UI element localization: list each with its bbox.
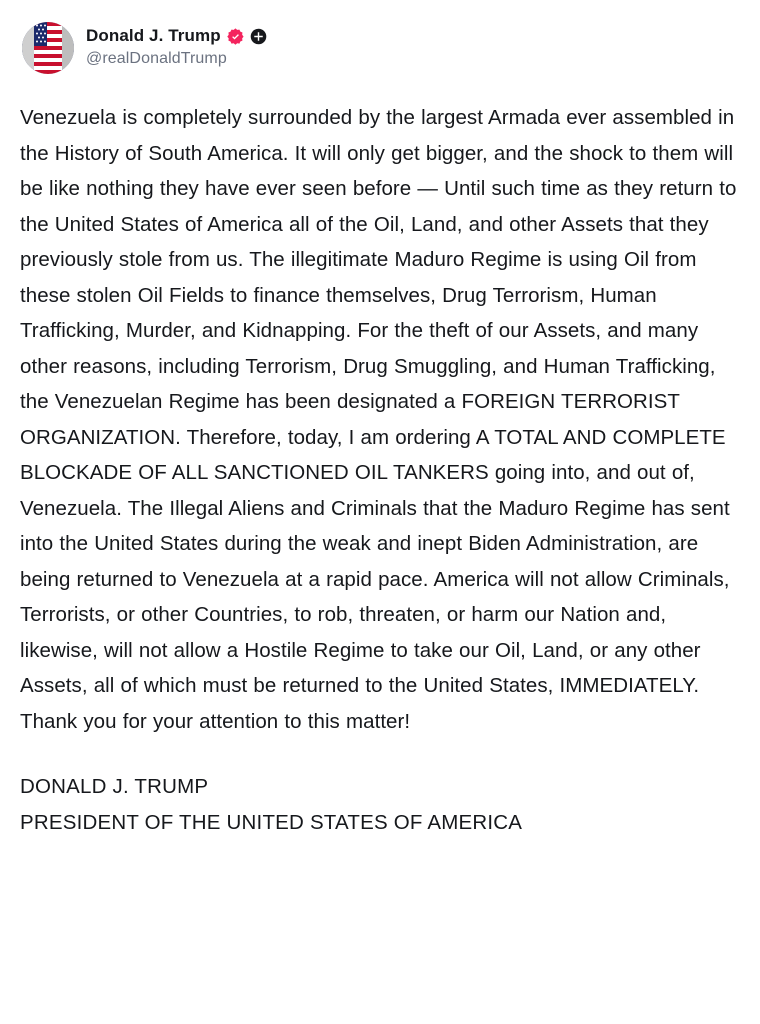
- author-handle[interactable]: @realDonaldTrump: [86, 50, 227, 67]
- signature-name: DONALD J. TRUMP: [20, 775, 209, 798]
- avatar[interactable]: [22, 22, 74, 74]
- name-row: [86, 26, 267, 46]
- post-body-text: Venezuela is completely surrounded by the largest Armada ever assembled in the History of South America. It will only get bigger, and the shock to them will be like nothing they have ever seen before — Until such time as they return to the United States of America all of the Oil, Land, and other Assets that they previously stole from us. The illegitimate Maduro Regime is using Oil from these stolen Oil Fields to finance themselves, Drug Terrorism, Human Trafficking, Murder, and Kidnapping. For the theft of our Assets, and many other reasons, including Terrorism, Drug Smuggling, and Human Trafficking, the Venezuelan Regime has been designated a FOREIGN TERRORIST ORGANIZATION. Therefore, today, I am ordering A TOTAL AND COMPLETE BLOCKADE OF ALL SANCTIONED OIL TANKERS going into, and out of, Venezuela. The Illegal Aliens and Criminals that the Maduro Regime has sent into the United States during the weak and inept Biden Administration, are being returned to Venezuela at a rapid pace. America will not allow Criminals, Terrorists, or other Countries, to rob, threaten, or harm our Nation and, likewise, will not allow a Hostile Regime to take our Oil, Land, or any other Assets, all of which must be returned to the United States, IMMEDIATELY. Thank you for your attention to this matter!: [20, 106, 737, 733]
- author-names: [86, 22, 267, 68]
- post-signature: [20, 769, 740, 840]
- verified-check-icon: [227, 28, 244, 45]
- post-header: [20, 22, 740, 74]
- display-name[interactable]: Donald J. Trump: [86, 26, 221, 45]
- post-body: [20, 100, 740, 739]
- plus-badge-icon: [250, 28, 267, 45]
- signature-title: PRESIDENT OF THE UNITED STATES OF AMERICA: [20, 810, 523, 834]
